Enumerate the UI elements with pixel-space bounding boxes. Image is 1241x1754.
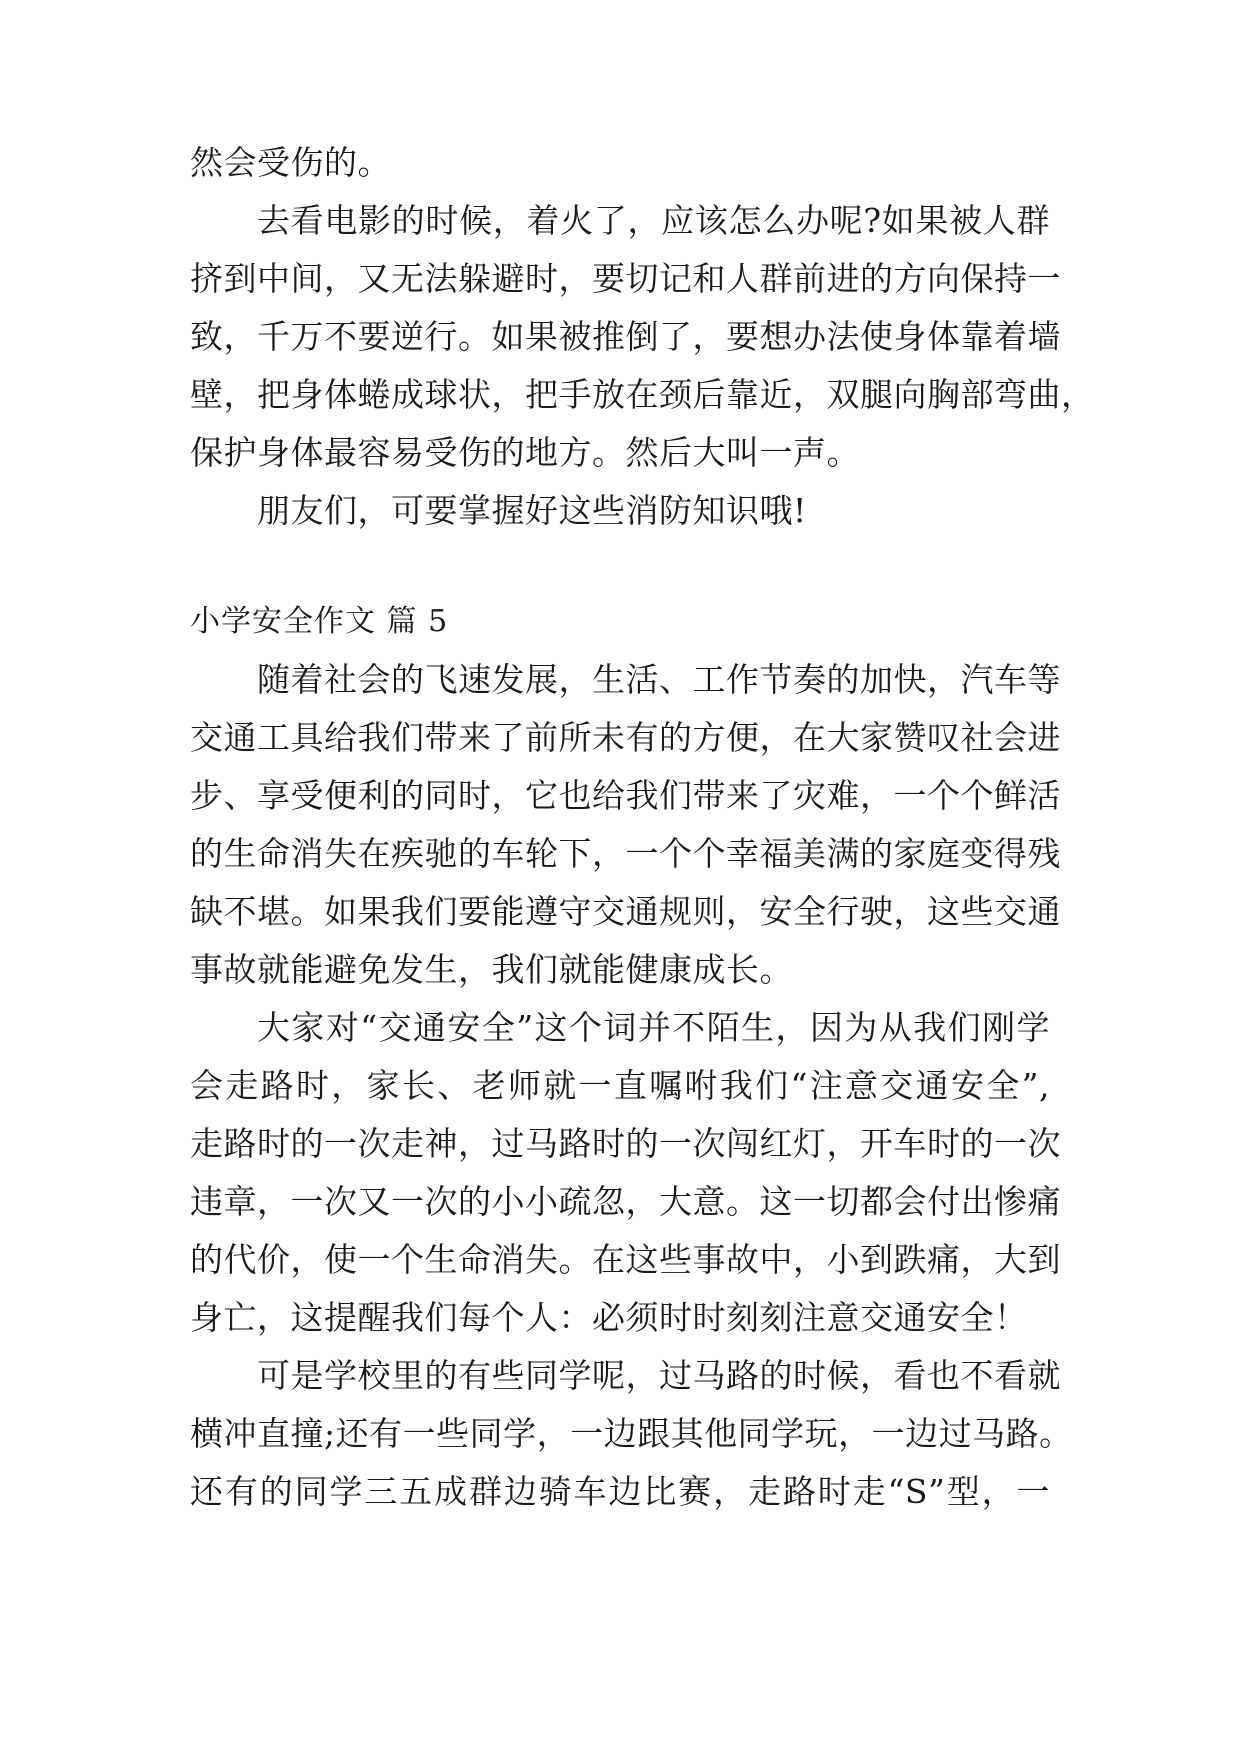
text-line: 事故就能避免发生，我们就能健康成长。 bbox=[190, 950, 793, 989]
text-line: 的生命消失在疾驰的车轮下，一个个幸福美满的家庭变得残 bbox=[190, 834, 1061, 873]
text-line: 步、享受便利的同时，它也给我们带来了灾难，一个个鲜活 bbox=[190, 776, 1061, 815]
text-line: 横冲直撞;还有一些同学，一边跟其他同学玩，一边过马路。 bbox=[190, 1414, 1073, 1453]
text-line: 挤到中间，又无法躲避时，要切记和人群前进的方向保持一 bbox=[190, 259, 1061, 298]
text-line: 违章，一次又一次的小小疏忽，大意。这一切都会付出惨痛 bbox=[190, 1182, 1061, 1221]
text-line: 缺不堪。如果我们要能遵守交通规则，安全行驶，这些交通 bbox=[190, 892, 1061, 931]
text-line: 还有的同学三五成群边骑车边比赛，走路时走“S”型，一 bbox=[190, 1472, 1050, 1511]
paragraph-first-line: 去看电影的时候，着火了，应该怎么办呢?如果被人群 bbox=[257, 201, 1050, 240]
section-heading: 小学安全作文 篇 5 bbox=[190, 604, 449, 639]
text-line: 保护身体最容易受伤的地方。然后大叫一声。 bbox=[190, 433, 860, 472]
paragraph-first-line: 可是学校里的有些同学呢，过马路的时候，看也不看就 bbox=[257, 1356, 1061, 1395]
paragraph-first-line: 大家对“交通安全”这个词并不陌生，因为从我们刚学 bbox=[257, 1008, 1050, 1047]
paragraph-first-line: 随着社会的飞速发展，生活、工作节奏的加快，汽车等 bbox=[257, 660, 1061, 699]
text-line: 走路时的一次走神，过马路时的一次闯红灯，开车时的一次 bbox=[190, 1124, 1061, 1163]
text-line: 交通工具给我们带来了前所未有的方便，在大家赞叹社会进 bbox=[190, 718, 1061, 757]
paragraph-first-line: 朋友们，可要掌握好这些消防知识哦! bbox=[257, 491, 807, 530]
text-line: 身亡，这提醒我们每个人：必须时时刻刻注意交通安全！ bbox=[190, 1298, 1028, 1337]
text-line: 然会受伤的。 bbox=[190, 143, 391, 182]
text-line: 壁，把身体蜷成球状，把手放在颈后靠近，双腿向胸部弯曲， bbox=[190, 375, 1095, 414]
text-line: 会走路时，家长、老师就一直嘱咐我们“注意交通安全”, bbox=[190, 1066, 1050, 1105]
text-line: 的代价，使一个生命消失。在这些事故中，小到跌痛，大到 bbox=[190, 1240, 1061, 1279]
text-line: 致，千万不要逆行。如果被推倒了，要想办法使身体靠着墙 bbox=[190, 317, 1061, 356]
